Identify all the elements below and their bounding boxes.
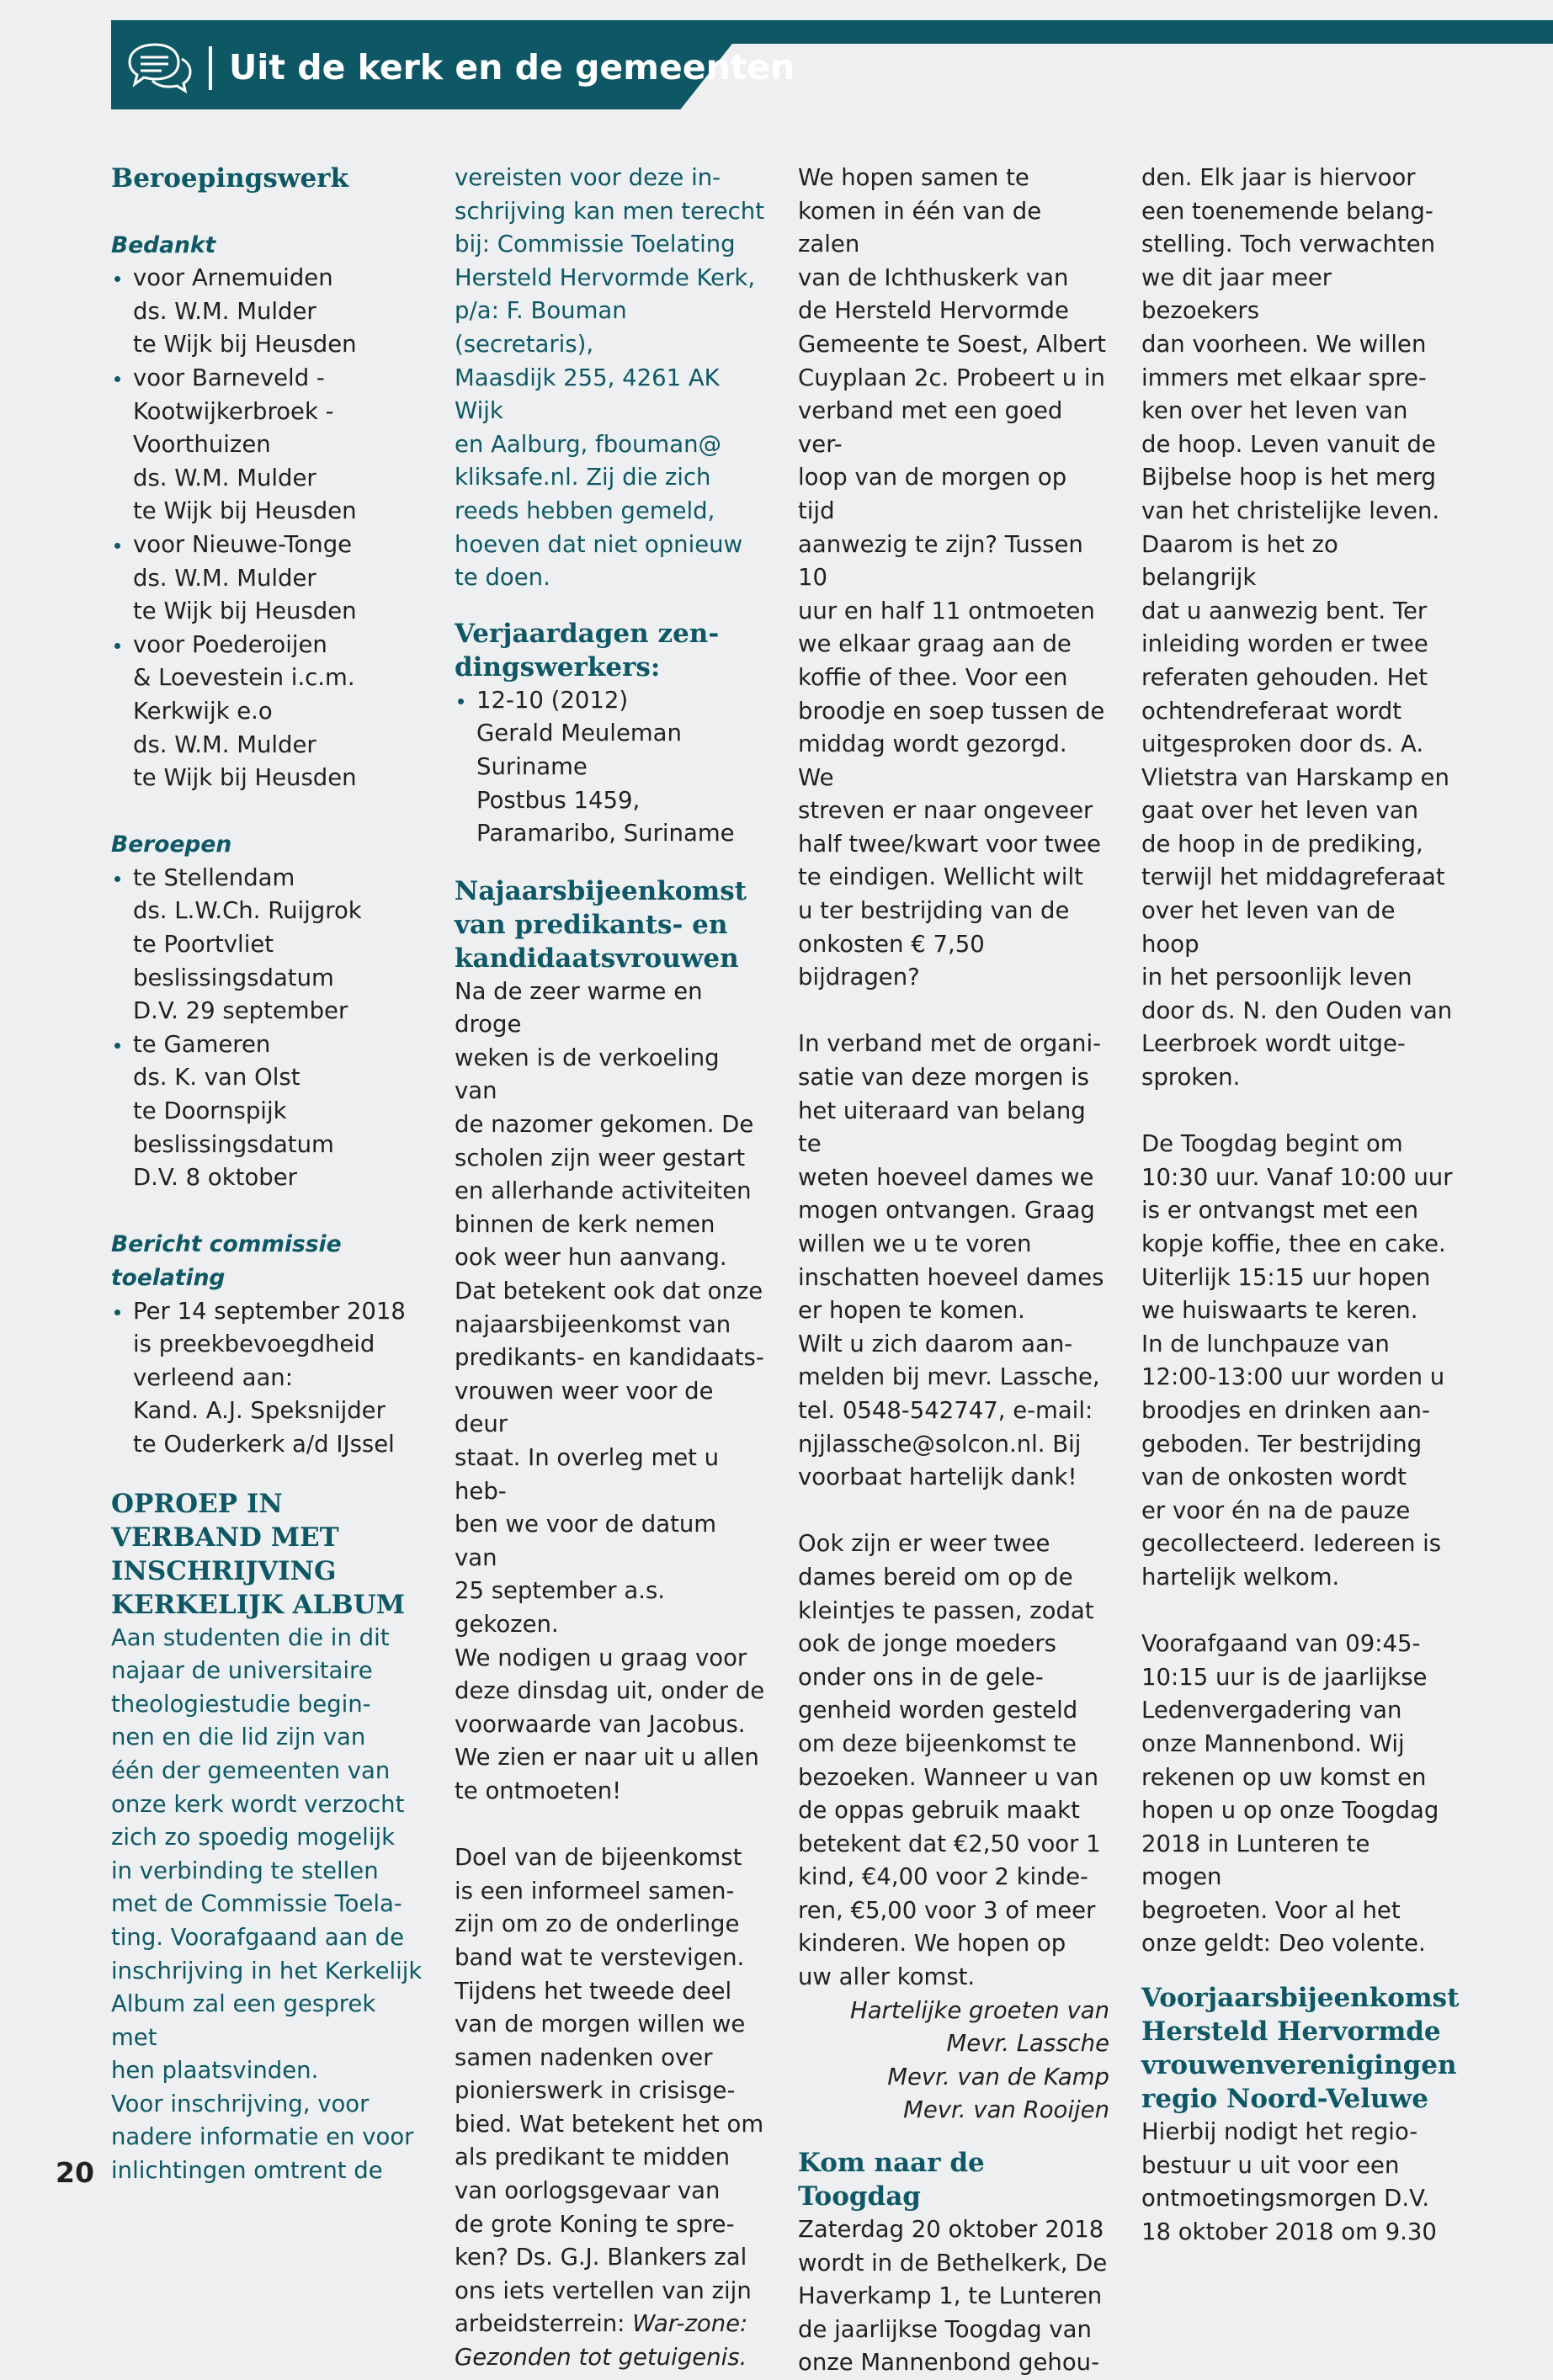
najaar-paragraph-2-text: Doel van de bijeenkomst is een informeel samen- zijn om zo de onderlinge band wat te verstevigen. Tijdens het tweede deel van de morgen willen we samen nadenken over pionierswerk in crisisge- bied. Wat betekent het om als predikant te midden van oorlogsgevaar van de grote Koning te spre- ken? Ds. G.J. Blankers zal ons iets vertellen van zijn arbeidsterrein: xyxy=(455,1844,764,2338)
section-title: Uit de kerk en de gemeenten xyxy=(229,47,795,88)
column-3 xyxy=(798,162,1109,2380)
column-4 xyxy=(1141,162,1460,2249)
oproep-text-continued: vereisten voor deze in- schrijving kan men terecht bij: Commissie Toelating Hersteld Hervormde Kerk, p/a: F. Bouman (secretaris), Maasdijk 255, 4261 AK Wijk en Aalburg, fbouman@ kliksafe.nl. Zij die zich reeds hebben gemeld, hoeven dat niet opnieuw te doen. xyxy=(455,164,765,592)
voorjaar-heading: Voorjaarsbijeenkomst Hersteld Hervormde vrouwenverenigingen regio Noord-Veluwe xyxy=(1141,1983,1460,2115)
col4-paragraph-3: Voorafgaand van 09:45- 10:15 uur is de jaarlijkse Ledenvergadering van onze Mannenbond. Wij rekenen op uw komst en hopen u op onze Toogdag 2018 in Lunteren te mogen begroeten. Voor al het onze geldt: Deo volente. xyxy=(1141,1630,1439,1958)
najaar-paragraph-1: Na de zeer warme en droge weken is de verkoeling van de nazomer gekomen. De scholen zijn weer gestart en allerhande activiteiten binnen de kerk nemen ook weer hun aanvang. Dat betekent ook dat onze najaarsbijeenkomst van predikants- en kandidaats- vrouwen weer voor de deur staat. In overleg met u heb- ben we voor de datum van 25 september a.s. gekozen. We nodigen u graag voor deze dinsdag uit, onder de voorwaarde van Jacobus. We zien er naar uit u allen te ontmoeten! xyxy=(455,977,765,1804)
najaar-paragraph-2-italic: War-zone: Gezonden tot getuigenis. xyxy=(455,2310,748,2372)
speech-bubbles-icon xyxy=(125,40,194,96)
beroepingswerk-heading: Beroepingswerk xyxy=(111,163,348,194)
list-item: te Stellendam ds. L.W.Ch. Ruijgrok te Poortvliet beslissingsdatum D.V. 29 september xyxy=(111,862,423,1028)
bericht-subheading: Bericht commissie toelating xyxy=(111,1231,342,1291)
list-item: 12-10 (2012) Gerald Meuleman Suriname Postbus 1459, Paramaribo, Suriname xyxy=(455,684,766,851)
page-number: 20 xyxy=(56,2156,94,2189)
toogdag-paragraph-1: Zaterdag 20 oktober 2018 wordt in de Bethelkerk, De Haverkamp 1, te Lunteren de jaarlijkse Toogdag van onze Mannenbond gehou- xyxy=(798,2216,1108,2377)
column-1 xyxy=(111,162,423,2188)
col3-paragraph-2: In verband met de organi- satie van deze morgen is het uiteraard van belang te weten hoeveel dames we mogen ontvangen. Graag willen we u te voren inschatten hoeveel dames er hopen te komen. Wilt u zich daarom aan- melden bij mevr. Lassche, tel. 0548-542747, e-mail: njjlassche@solcon.nl. Bij voorbaat hartelijk dank! xyxy=(798,1030,1104,1491)
col3-paragraph-1: We hopen samen te komen in één van de zalen van de Ichthuskerk van de Hersteld Hervormde Gemeente te Soest, Albert Cuyplaan 2c. Probeert u in verband met een goed ver- loop van de morgen op tijd aanwezig te zijn? Tussen 10 uur en half 11 ontmoeten we elkaar graag aan de koffie of thee. Voor een broodje en soep tussen de middag wordt gezorgd. We streven er naar ongeveer half twee/kwart voor twee te eindigen. Wellicht wilt u ter bestrijding van de onkosten € 7,50 bijdragen? xyxy=(798,164,1106,991)
list-item: te Gameren ds. K. van Olst te Doornspijk beslissingsdatum D.V. 8 oktober xyxy=(111,1028,423,1195)
col3-paragraph-3: Ook zijn er weer twee dames bereid om op de kleintjes te passen, zodat ook de jonge moeders onder ons in de gele- genheid worden gesteld om deze bijeenkomst te bezoeken. Wanneer u van de oppas gebruik maakt betekent dat €2,50 voor 1 kind, €4,00 voor 2 kinde- ren, €5,00 voor 3 of meer kinderen. We hopen op uw aller komst. xyxy=(798,1530,1101,1991)
list-item: voor Poederoijen & Loevestein i.c.m. Kerkwijk e.o ds. W.M. Mulder te Wijk bij Heusden xyxy=(111,629,423,795)
signature: Hartelijke groeten van Mevr. Lassche Mevr. van de Kamp Mevr. van Rooijen xyxy=(850,1996,1109,2124)
col4-paragraph-2: De Toogdag begint om 10:30 uur. Vanaf 10:00 uur is er ontvangst met een kopje koffie, thee en cake. Uiterlijk 15:15 uur hopen we huiswaarts te keren. In de lunchpauze van 12:00-13:00 uur worden u broodjes en drinken aan- geboden. Ter bestrijding van de onkosten wordt er voor én na de pauze gecollecteerd. Iedereen is hartelijk welkom. xyxy=(1141,1130,1453,1591)
oproep-heading: OPROEP IN VERBAND MET INSCHRIJVING KERKELIJK ALBUM xyxy=(111,1488,406,1620)
bedankt-subheading: Bedankt xyxy=(111,231,216,258)
list-item: voor Arnemuiden ds. W.M. Mulder te Wijk bij Heusden xyxy=(111,262,423,362)
col4-paragraph-1: den. Elk jaar is hiervoor een toenemende belang- stelling. Toch verwachten we dit jaar meer bezoekers dan voorheen. We willen immers met elkaar spre- ken over het leven van de hoop. Leven vanuit de Bijbelse hoop is het merg van het christelijke leven. Daarom is het zo belangrijk dat u aanwezig bent. Ter inleiding worden er twee referaten gehouden. Het ochtendreferaat wordt uitgesproken door ds. A. Vlietstra van Harskamp en gaat over het leven van de hoop in de prediking, terwijl het middagreferaat over het leven van de hoop in het persoonlijk leven door ds. N. den Ouden van Leerbroek wordt uitge- sproken. xyxy=(1141,164,1453,1092)
verjaardagen-heading: Verjaardagen zen- dingswerkers: xyxy=(455,618,720,683)
beroepen-subheading: Beroepen xyxy=(111,831,232,858)
toogdag-heading: Kom naar de Toogdag xyxy=(798,2148,985,2213)
list-item: voor Nieuwe-Tonge ds. W.M. Mulder te Wijk bij Heusden xyxy=(111,529,423,629)
list-item: voor Barneveld - Kootwijkerbroek - Voorthuizen ds. W.M. Mulder te Wijk bij Heusden xyxy=(111,362,423,529)
najaar-heading: Najaarsbijeenkomst van predikants- en kandidaatsvrouwen xyxy=(455,875,747,974)
banner-divider xyxy=(209,46,212,90)
najaar-paragraph-2 xyxy=(455,1841,766,2375)
oproep-text: Aan studenten die in dit najaar de universitaire theologiestudie begin- nen en die lid zijn van één der gemeenten van onze kerk wordt verzocht zich zo spoedig mogelijk in verbinding te stellen met de Commissie Toela- ting. Voorafgaand aan de inschrijving in het Kerkelijk Album zal een gesprek met hen plaatsvinden. Voor inschrijving, voor nadere informatie en voor inlichtingen omtrent de xyxy=(111,1623,423,2185)
list-item: Per 14 september 2018 is preekbevoegdheid verleend aan: Kand. A.J. Speksnijder te Ouderkerk a/d IJssel xyxy=(111,1295,423,1462)
voorjaar-paragraph-1: Hierbij nodigt het regio- bestuur u uit voor een ontmoetingsmorgen D.V. 18 oktober 2018 om 9.30 xyxy=(1141,2118,1437,2245)
column-2 xyxy=(455,162,766,2375)
